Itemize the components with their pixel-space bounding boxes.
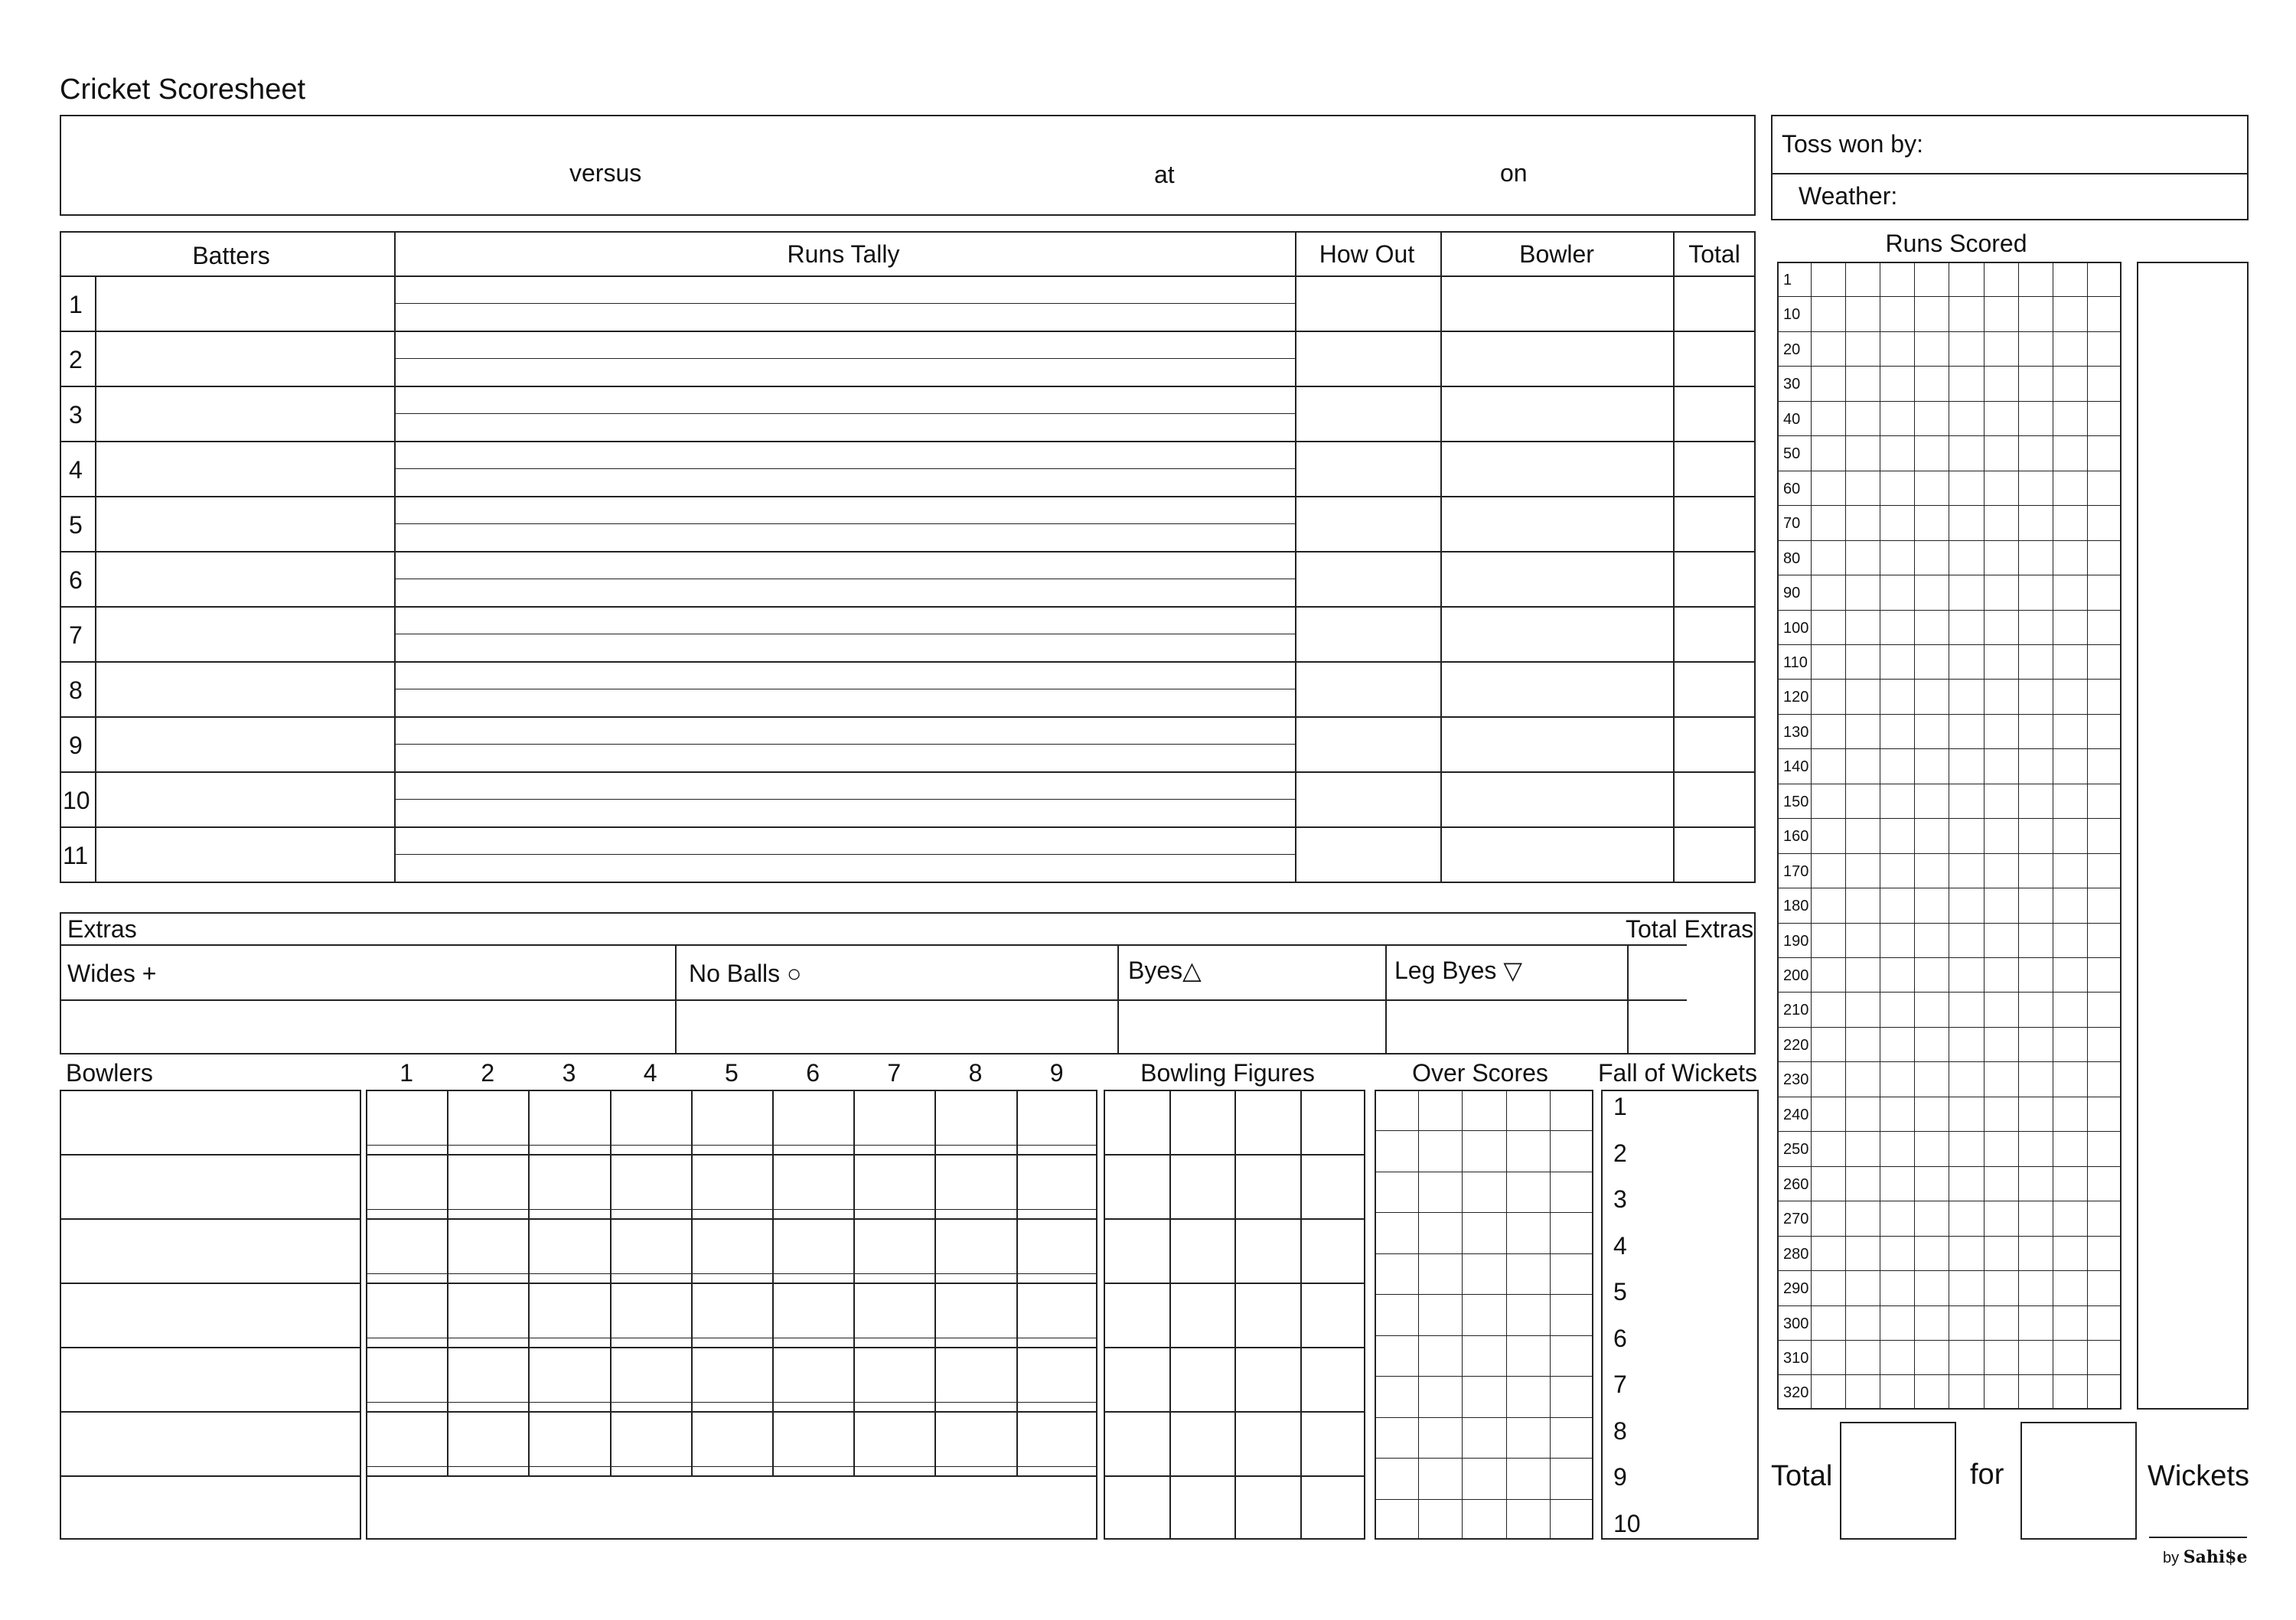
batters-header: Batters (192, 242, 270, 269)
overs-row-subline (366, 1209, 1097, 1210)
overs-row-divider (366, 1154, 1097, 1156)
runs-row-divider (1777, 1061, 2122, 1062)
runs-row-divider (1777, 818, 2122, 819)
runs-row-label: 190 (1783, 932, 1809, 950)
fall-of-wicket-number: 7 (1613, 1371, 1627, 1398)
weather-label: Weather: (1799, 182, 1898, 210)
fall-of-wicket-number: 10 (1613, 1509, 1641, 1537)
runs-row-label: 40 (1783, 410, 1801, 428)
over-number-header: 7 (887, 1059, 902, 1087)
toss-won-by-label: Toss won by: (1782, 130, 1923, 158)
over-scores-row-divider (1375, 1499, 1593, 1500)
batting-col-number (95, 275, 96, 883)
over-scores-row-divider (1375, 1376, 1593, 1377)
runs-col-divider (2018, 262, 2019, 1410)
bowlers-header: Bowlers (66, 1059, 153, 1087)
bowling-figures-header: Bowling Figures (1140, 1059, 1315, 1087)
extras-col-noballs (675, 944, 677, 1054)
runs-row-divider (1777, 540, 2122, 541)
batting-row-divider (60, 661, 1756, 663)
extras-col-legbyes (1385, 944, 1387, 1054)
runs-row-label: 200 (1783, 967, 1809, 984)
over-number-header: 4 (643, 1059, 657, 1087)
batter-number: 5 (69, 511, 83, 539)
fall-of-wicket-number: 8 (1613, 1416, 1627, 1445)
extras-mid-divider (60, 999, 1687, 1001)
versus-label: versus (569, 159, 642, 187)
runs-row-divider (1777, 505, 2122, 506)
runs-row-divider (1777, 1340, 2122, 1341)
overs-row-subline (366, 1145, 1097, 1146)
triangle-up-icon: △ (1182, 957, 1202, 984)
runs-col-divider (1845, 262, 1846, 1410)
runs-row-divider (1777, 610, 2122, 611)
wickets-label: Wickets (2148, 1460, 2249, 1492)
runs-row-label: 240 (1783, 1106, 1809, 1123)
overs-row-divider (366, 1283, 1097, 1284)
runs-row-divider (1777, 1131, 2122, 1132)
batter-number: 4 (69, 456, 83, 484)
runs-row-label: 30 (1783, 376, 1801, 393)
batter-number: 1 (69, 291, 83, 318)
runs-row-divider (1777, 1270, 2122, 1271)
over-scores-col-divider (1550, 1090, 1551, 1540)
runs-row-label: 170 (1783, 862, 1809, 880)
batting-row-divider (60, 826, 1756, 828)
page-title: Cricket Scoresheet (60, 73, 306, 106)
runs-row-label: 290 (1783, 1280, 1809, 1298)
over-scores-col-divider (1462, 1090, 1463, 1540)
over-number-header: 5 (724, 1059, 739, 1087)
runs-row-label: 10 (1783, 306, 1801, 324)
runs-row-divider (1777, 714, 2122, 715)
figures-col-divider (1169, 1090, 1171, 1540)
runs-row-label: 110 (1783, 654, 1808, 671)
batting-row-divider (60, 551, 1756, 552)
extras-col-byes (1117, 944, 1119, 1054)
batting-table (60, 231, 1756, 883)
over-scores-row-divider (1375, 1130, 1593, 1131)
runs-row-label: 160 (1783, 828, 1809, 846)
at-label: at (1154, 161, 1175, 188)
runs-row-label: 300 (1783, 1315, 1809, 1332)
batter-number: 2 (69, 346, 83, 373)
batting-row-divider (60, 771, 1756, 773)
total-runs-box (1840, 1422, 1956, 1540)
runs-row-label: 270 (1783, 1211, 1809, 1228)
runs-row-divider (1777, 679, 2122, 680)
fall-of-wicket-number: 3 (1613, 1185, 1627, 1213)
runs-row-label: 1 (1783, 272, 1792, 288)
no-balls-label: No Balls ○ (689, 960, 802, 987)
runs-tally-subline (394, 468, 1295, 469)
runs-col-divider (1914, 262, 1915, 1410)
runs-row-label: 320 (1783, 1384, 1809, 1402)
bowler-row-divider (60, 1154, 361, 1156)
fall-of-wicket-number: 1 (1613, 1093, 1627, 1120)
over-scores-row-divider (1375, 1253, 1593, 1254)
runs-row-label: 310 (1783, 1349, 1809, 1367)
batting-row-divider (60, 331, 1756, 332)
runs-col-divider (2087, 262, 2088, 1410)
runs-tally-subline (394, 744, 1295, 745)
over-number-header: 9 (1049, 1059, 1064, 1087)
runs-row-label: 210 (1783, 1002, 1809, 1019)
runs-tally-subline (394, 358, 1295, 359)
figures-row-divider (1104, 1411, 1365, 1413)
batter-number: 6 (69, 566, 83, 594)
extras-title: Extras (67, 915, 137, 943)
over-scores-row-divider (1375, 1294, 1593, 1295)
runs-row-divider (1777, 296, 2122, 297)
runs-row-label: 100 (1783, 619, 1809, 637)
overs-row-subline (366, 1273, 1097, 1274)
for-label: for (1970, 1459, 2004, 1491)
runs-row-label: 20 (1783, 341, 1801, 358)
figures-col-divider (1300, 1090, 1302, 1540)
over-number-header: 6 (806, 1059, 820, 1087)
runs-row-label: 70 (1783, 515, 1801, 533)
overs-row-subline (366, 1402, 1097, 1403)
fall-of-wickets-header: Fall of Wickets (1597, 1059, 1758, 1087)
leg-byes-label: Leg Byes ▽ (1394, 957, 1522, 984)
figures-row-divider (1104, 1475, 1365, 1477)
figures-col-divider (1234, 1090, 1236, 1540)
batting-col-howout (1295, 231, 1296, 883)
runs-col-divider (1984, 262, 1985, 1410)
fall-of-wicket-number: 2 (1613, 1139, 1627, 1167)
runs-row-label: 280 (1783, 1245, 1809, 1263)
runs-row-label: 60 (1783, 480, 1801, 497)
batting-col-bowler (1440, 231, 1442, 883)
runs-row-label: 220 (1783, 1036, 1809, 1054)
runs-row-label: 50 (1783, 445, 1801, 463)
over-scores-col-divider (1418, 1090, 1419, 1540)
runs-tally-header: Runs Tally (787, 240, 900, 268)
triangle-down-icon: ▽ (1503, 957, 1522, 984)
bowler-row-divider (60, 1218, 361, 1220)
bowler-row-divider (60, 1411, 361, 1413)
overs-row-divider (366, 1411, 1097, 1413)
runs-row-divider (1777, 435, 2122, 436)
over-scores-col-divider (1506, 1090, 1507, 1540)
fall-of-wicket-number: 5 (1613, 1278, 1627, 1305)
total-extras-label: Total Extras (1626, 915, 1754, 943)
overs-row-divider (366, 1347, 1097, 1348)
runs-tally-subline (394, 854, 1295, 855)
batting-row-divider (60, 716, 1756, 718)
batting-col-total (1673, 231, 1675, 883)
runs-scored-header: Runs Scored (1885, 230, 2027, 257)
runs-row-divider (1777, 957, 2122, 958)
runs-row-divider (1777, 1166, 2122, 1167)
batter-number: 10 (63, 787, 90, 814)
runs-scored-side-box (2137, 262, 2249, 1410)
over-number-header: 2 (481, 1059, 495, 1087)
total-label: Total (1771, 1460, 1833, 1492)
over-scores-grid (1375, 1090, 1593, 1540)
figures-row-divider (1104, 1283, 1365, 1284)
on-label: on (1500, 159, 1528, 187)
total-wickets-box (2020, 1422, 2137, 1540)
over-scores-row-divider (1375, 1335, 1593, 1336)
runs-row-divider (1777, 1374, 2122, 1375)
batting-col-runs (394, 231, 396, 883)
byes-label: Byes△ (1128, 957, 1202, 984)
overs-row-subline (366, 1466, 1097, 1467)
bowler-row-divider (60, 1283, 361, 1284)
runs-label-col-divider (1811, 262, 1812, 1410)
batter-number: 9 (69, 732, 83, 759)
wickets-underline (2149, 1537, 2247, 1538)
runs-row-label: 140 (1783, 758, 1809, 776)
how-out-header: How Out (1319, 240, 1415, 268)
runs-row-label: 230 (1783, 1071, 1809, 1089)
overs-row-divider (366, 1475, 1097, 1477)
figures-row-divider (1104, 1154, 1365, 1156)
over-scores-header: Over Scores (1412, 1059, 1548, 1087)
bowler-header: Bowler (1519, 240, 1594, 268)
batter-number: 8 (69, 676, 83, 704)
batting-row-divider (60, 606, 1756, 608)
bowlers-names-box (60, 1090, 361, 1540)
batting-row-divider (60, 386, 1756, 387)
fall-of-wicket-number: 9 (1613, 1463, 1627, 1491)
runs-row-divider (1777, 644, 2122, 645)
runs-row-label: 80 (1783, 549, 1801, 567)
circle-symbol-icon: ○ (787, 960, 802, 987)
runs-tally-subline (394, 303, 1295, 304)
bowler-row-divider (60, 1347, 361, 1348)
extras-col-total (1627, 944, 1629, 1054)
batting-row-divider (60, 441, 1756, 442)
runs-row-divider (1777, 1027, 2122, 1028)
batting-header-divider (60, 275, 1756, 277)
runs-row-label: 150 (1783, 793, 1809, 810)
runs-row-divider (1777, 853, 2122, 854)
runs-row-label: 120 (1783, 689, 1809, 706)
runs-row-label: 90 (1783, 585, 1801, 602)
over-scores-row-divider (1375, 1417, 1593, 1418)
batting-row-divider (60, 496, 1756, 497)
runs-tally-subline (394, 413, 1295, 414)
over-number-header: 3 (562, 1059, 576, 1087)
wides-label: Wides + (67, 960, 157, 987)
extras-header-divider (60, 944, 1687, 946)
figures-row-divider (1104, 1218, 1365, 1220)
runs-row-divider (1777, 331, 2122, 332)
runs-row-label: 260 (1783, 1175, 1809, 1193)
runs-row-divider (1777, 748, 2122, 749)
total-header: Total (1688, 240, 1740, 268)
fall-of-wicket-number: 6 (1613, 1324, 1627, 1352)
runs-tally-subline (394, 523, 1295, 524)
runs-row-divider (1777, 992, 2122, 993)
over-number-header: 1 (400, 1059, 413, 1087)
batter-number: 3 (69, 401, 83, 429)
runs-tally-subline (394, 799, 1295, 800)
overs-row-divider (366, 1218, 1097, 1220)
runs-row-divider (1777, 366, 2122, 367)
over-scores-row-divider (1375, 1212, 1593, 1213)
batter-number: 11 (63, 842, 89, 869)
overs-grid (366, 1090, 1097, 1540)
credit: by Sahi$e (2163, 1547, 2248, 1567)
runs-row-label: 250 (1783, 1141, 1809, 1159)
over-scores-row-divider (1375, 1458, 1593, 1459)
runs-row-divider (1777, 923, 2122, 924)
figures-row-divider (1104, 1347, 1365, 1348)
fall-of-wicket-number: 4 (1613, 1231, 1627, 1260)
batter-number: 7 (69, 621, 83, 649)
runs-row-divider (1777, 1236, 2122, 1237)
runs-row-label: 180 (1783, 898, 1809, 915)
runs-row-divider (1777, 401, 2122, 402)
over-number-header: 8 (968, 1059, 983, 1087)
runs-row-label: 130 (1783, 723, 1809, 741)
runs-row-divider (1777, 1305, 2122, 1306)
toss-weather-divider (1771, 173, 2249, 174)
bowler-row-divider (60, 1475, 361, 1477)
